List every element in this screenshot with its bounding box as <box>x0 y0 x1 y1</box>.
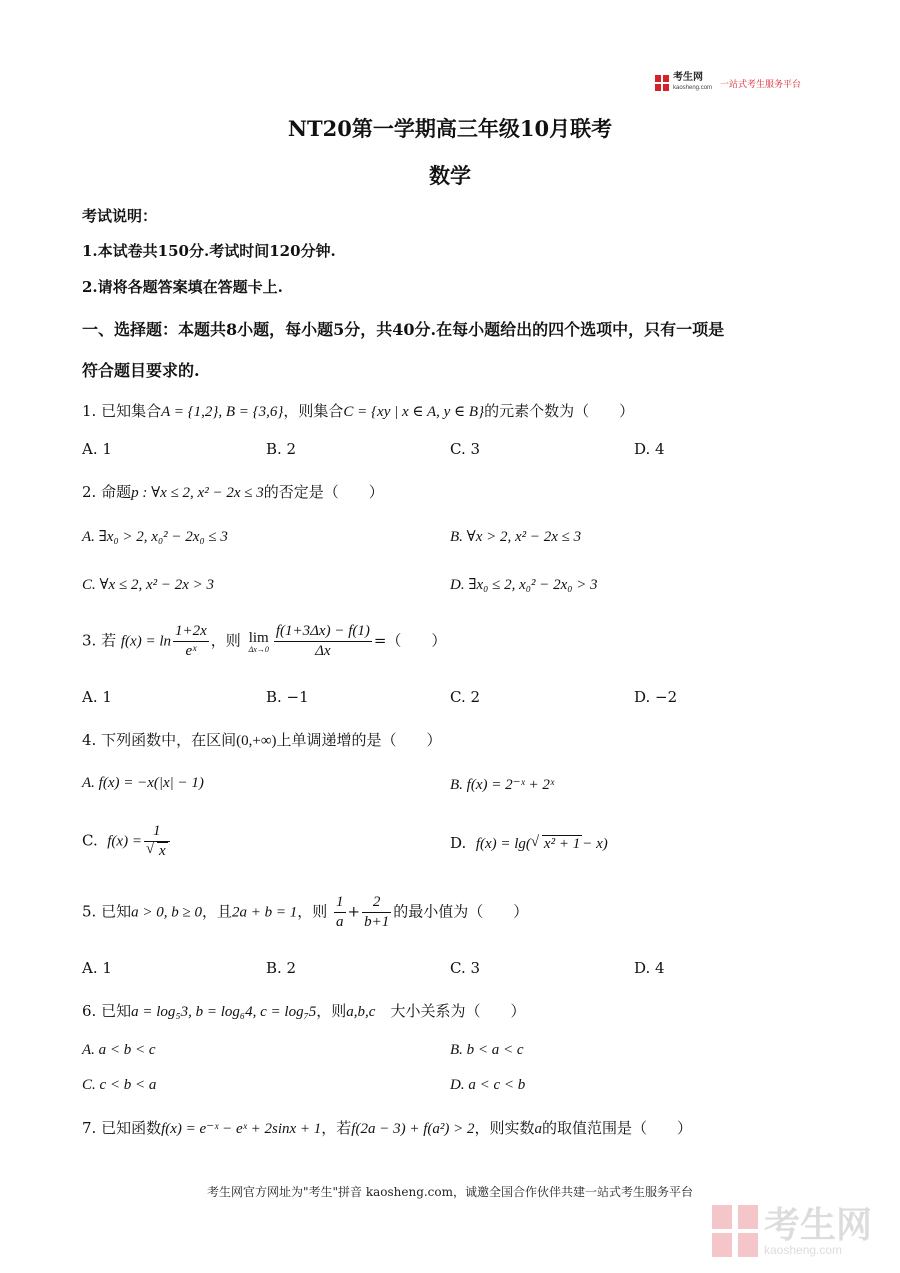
kaosheng-logo-icon <box>655 75 669 91</box>
q3-lim-num: f(1+3Δx) − f(1) <box>274 622 372 642</box>
q3-frac-den: eˣ <box>185 643 197 659</box>
q3-option-c: C. 2 <box>450 688 481 706</box>
q4c-num: 1 <box>144 822 170 842</box>
kaosheng-watermark-icon <box>712 1205 758 1257</box>
q3-lim-den: Δx <box>315 643 331 659</box>
question-7: 7. 已知函数f(x) = e⁻ˣ − eˣ + 2sinx + 1，若f(2a − 3) + f(a²) > 2，则实数a的取值范围是（ ） <box>82 1119 693 1137</box>
q1-option-b: B. 2 <box>266 440 297 458</box>
q4-option-d: D. f(x) = lg(√ x² + 1 − x) <box>450 834 608 853</box>
page-footer: 考生网官方网址为"考生"拼音 kaosheng.com，诚邀全国合作伙伴共建一站式考生服务平台 <box>206 1185 694 1199</box>
q6-option-a: A. a < b < c <box>82 1042 156 1058</box>
instructions-heading: 考试说明： <box>82 207 158 225</box>
instruction-item: 1.本试卷共150分.考试时间120分钟. <box>82 242 336 260</box>
question-3: 3. 若 f(x) = ln $\frac{1+2x}{\text{eˣ}}$ ，则 lim Δx→0 $\frac{f(1+3\Delta x) - f(1)}{\Delta x}$ =（ ） <box>82 623 447 659</box>
section-heading-cont: 符合题目要求的. <box>82 361 200 380</box>
q2-option-b: B. ∀x > 2, x² − 2x ≤ 3 <box>450 529 582 545</box>
q1-math-setc: C = {xy | x ∈ A, y ∈ B} <box>343 404 485 420</box>
question-4: 4. 下列函数中，在区间(0,+∞)上单调递增的是（ ） <box>82 731 442 749</box>
q6-option-d: D. a < c < b <box>450 1077 526 1093</box>
q1-option-d: D. 4 <box>634 440 665 458</box>
subject-title: 数学 <box>429 163 471 188</box>
question-1: 1. 已知集合A = {1,2}, B = {3,6}，则集合C = {xy | x ∈ A, y ∈ B}的元素个数为（ ） <box>82 402 635 420</box>
q6-option-c: C. c < b < a <box>82 1077 157 1093</box>
q3-option-a: A. 1 <box>82 688 112 706</box>
q4-option-a: A. f(x) = −x(|x| − 1) <box>82 775 204 791</box>
q5-math1: a > 0, b ≥ 0 <box>131 904 202 921</box>
header-logo <box>655 73 801 93</box>
q1-math-sets: A = {1,2}, B = {3,6} <box>161 404 284 420</box>
q4-interval: (0,+∞) <box>236 733 277 749</box>
section-heading: 一、选择题：本题共8小题，每小题5分，共40分.在每小题给出的四个选项中，只有一项是 <box>82 320 725 339</box>
q3-option-b: B. −1 <box>266 688 309 706</box>
q7-math1: f(x) = e⁻ˣ − eˣ + 2sinx + 1 <box>161 1121 322 1137</box>
q3-option-d: D. −2 <box>634 688 678 706</box>
q1-option-c: C. 3 <box>450 440 481 458</box>
q6-math1: a = log₅3, b = log₆4, c = log₇5 <box>131 1004 317 1020</box>
q5-option-c: C. 3 <box>450 959 481 977</box>
instruction-item: 2.请将各题答案填在答题卡上. <box>82 278 283 296</box>
q3-frac-num: 1+2x <box>173 622 209 642</box>
q7-math2: f(2a − 3) + f(a²) > 2 <box>351 1121 475 1137</box>
watermark <box>712 1205 872 1257</box>
q4-option-b: B. f(x) = 2⁻ˣ + 2ˣ <box>450 777 555 793</box>
q6-math2: a,b,c <box>346 1004 376 1020</box>
q5-option-a: A. 1 <box>82 959 112 977</box>
q5-math2: 2a + b = 1 <box>231 904 298 921</box>
page-title: NT20第一学期高三年级10月联考 <box>287 116 613 141</box>
q3-func: f(x) = ln <box>120 633 171 650</box>
q4c-den: x <box>158 843 166 859</box>
q2-option-a: A. ∃x₀ > 2, x₀² − 2x₀ ≤ 3 <box>82 529 228 545</box>
q1-option-a: A. 1 <box>82 440 112 458</box>
q4d-radicand: x² + 1 <box>543 836 581 852</box>
logo-slogan: 一站式考生服务平台 <box>720 78 802 89</box>
question-5: 5. 已知a > 0, b ≥ 0，且2a + b = 1，则 $\frac{1}{a}$ + $\frac{2}{b+1}$ 的最小值为（ ） <box>82 894 529 930</box>
q5-option-d: D. 4 <box>634 959 665 977</box>
q2-option-d: D. ∃x₀ ≤ 2, x₀² − 2x₀ > 3 <box>450 577 598 593</box>
q2-option-c: C. ∀x ≤ 2, x² − 2x > 3 <box>82 577 215 593</box>
q5-option-b: B. 2 <box>266 959 297 977</box>
logo-name: 考生网 <box>673 72 703 83</box>
q6-option-b: B. b < a < c <box>450 1042 524 1058</box>
watermark-domain: kaosheng.com <box>764 1243 843 1257</box>
q3-lim: lim <box>248 629 269 646</box>
question-6: 6. 已知a = log₅3, b = log₆4, c = log₇5，则a,b,c 大小关系为（ ） <box>82 1002 526 1020</box>
question-2: 2. 命题p : ∀x ≤ 2, x² − 2x ≤ 3的否定是（ ） <box>82 483 384 501</box>
q3-lim-sub: Δx→0 <box>248 644 269 654</box>
q2-math: p : ∀x ≤ 2, x² − 2x ≤ 3 <box>131 485 264 501</box>
logo-domain: kaosheng.com <box>673 85 713 91</box>
watermark-name: 考生网 <box>764 1204 873 1245</box>
q4-option-c: C. f(x) = 1 √ x <box>82 822 172 861</box>
